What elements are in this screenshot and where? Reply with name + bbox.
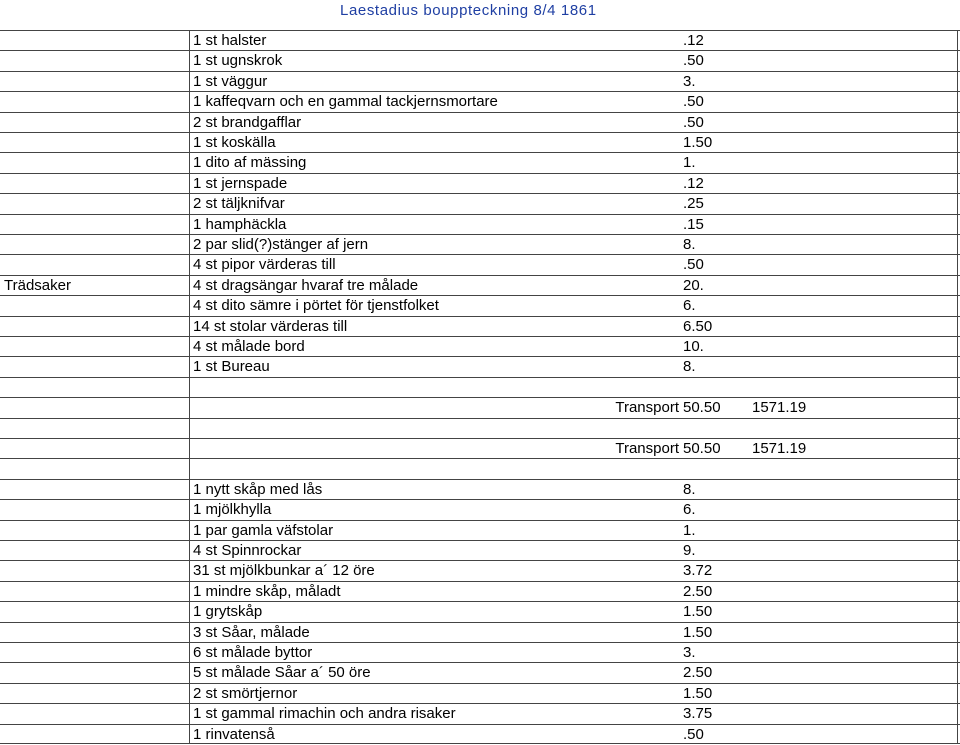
category-cell [4,193,184,213]
item-description: 1 par gamla väfstolar [193,521,334,539]
ledger-row [0,560,960,580]
blank-row [0,377,960,397]
ledger-row [0,622,960,642]
running-sum [752,581,892,601]
item-value: 6. [683,297,696,315]
category-cell [4,520,184,540]
item-description: 2 st täljknifvar [193,195,285,213]
item-description: 4 st Spinnrockar [193,542,302,559]
running-sum [752,642,892,662]
grid-line [0,356,960,357]
document-title: Laestadius bouppteckning 8/4 1861 [340,2,597,19]
grid-line [0,30,960,31]
running-sum [752,520,892,540]
item-description [193,377,681,397]
item-description: 1 st Bureau [193,358,270,376]
item-description: 14 st stolar värderas till [193,317,348,335]
category-cell [4,458,184,478]
category-cell [4,234,184,254]
ledger-row [0,499,960,519]
item-value: 1.50 [683,684,713,702]
ledger-row [0,254,960,274]
item-value: .12 [683,32,704,49]
category-cell [4,683,184,703]
item-value: 2.50 [683,664,713,682]
running-sum [752,295,892,315]
grid-line [0,662,960,663]
grid-line [0,581,960,582]
grid-line [0,622,960,623]
item-value: .50 [683,113,704,131]
ledger-row [0,132,960,152]
category-cell: Trädsaker [4,276,71,294]
running-sum [752,316,892,336]
item-description: 1 grytskåp [193,603,263,621]
item-value [683,458,743,478]
grid-line [0,91,960,92]
column-separator [957,30,958,744]
item-description: 1 dito af mässing [193,154,307,172]
item-description: 6 st målade byttor [193,644,313,661]
running-sum [752,703,892,723]
grid-line [0,377,960,378]
ledger-row [0,479,960,499]
item-value: .50 [683,256,704,274]
grid-line [0,193,960,194]
ledger-row [0,275,960,295]
category-cell [4,356,184,376]
category-cell [4,601,184,621]
grid-line [0,214,960,215]
grid-line [0,438,960,439]
category-cell [4,703,184,723]
item-description: 1 rinvatenså [193,725,275,743]
item-value: 3. [683,72,696,90]
ledger-row [0,30,960,50]
item-description: 4 st dragsängar hvaraf tre målade [193,276,419,294]
grid-line [0,50,960,51]
blank-row [0,458,960,478]
running-sum [752,214,892,234]
running-sum [752,234,892,254]
transport-row [0,397,960,417]
grid-line [0,683,960,684]
grid-line [0,173,960,174]
ledger-row [0,662,960,682]
running-sum [752,336,892,356]
item-value: 2.50 [683,582,713,600]
item-value: 8. [683,480,696,498]
category-cell [4,336,184,356]
item-value: 3.72 [683,562,713,580]
grid-line [0,418,960,419]
ledger-row [0,336,960,356]
item-value: 1. [683,521,696,539]
grid-line [0,560,960,561]
ledger-row [0,71,960,91]
item-value: 20. [683,276,704,294]
grid-line [0,336,960,337]
running-sum [752,193,892,213]
transport-label: Transport [615,440,679,457]
item-description: 3 st Såar, målade [193,623,310,641]
transport-row [0,438,960,458]
category-cell [4,438,184,458]
item-description: 1 kaffeqvarn och en gammal tackjernsmortare [193,93,498,111]
item-value: 10. [683,338,704,355]
item-description [193,418,681,438]
item-value: .50 [683,93,704,111]
running-sum: 1571.19 [752,399,807,417]
ledger-row [0,356,960,376]
item-description: 2 st brandgafflar [193,113,302,131]
item-value: 1.50 [683,134,713,151]
category-cell [4,377,184,397]
item-value [683,377,743,397]
ledger-row [0,50,960,70]
item-description: 4 st målade bord [193,338,305,355]
blank-row [0,418,960,438]
column-separator [189,30,190,744]
grid-line [0,152,960,153]
item-value [683,418,743,438]
category-cell [4,622,184,642]
grid-line [0,397,960,398]
category-cell [4,112,184,132]
category-cell [4,724,184,744]
item-value: .50 [683,52,704,70]
running-sum [752,540,892,560]
item-value: 3. [683,644,696,661]
ledger-row [0,173,960,193]
item-value: 9. [683,542,696,559]
ledger-row [0,601,960,621]
category-cell [4,152,184,172]
item-description [193,458,681,478]
grid-line [0,540,960,541]
running-sum [752,71,892,91]
item-value: .15 [683,215,704,233]
category-cell [4,662,184,682]
running-sum [752,356,892,376]
grid-line [0,642,960,643]
grid-line [0,703,960,704]
running-sum [752,152,892,172]
category-cell [4,316,184,336]
grid-line [0,479,960,480]
category-cell [4,581,184,601]
running-sum [752,50,892,70]
grid-line [0,112,960,113]
ledger-row [0,295,960,315]
running-sum [752,173,892,193]
running-sum [752,724,892,744]
running-sum [752,499,892,519]
item-value: 8. [683,236,696,253]
item-description: 4 st dito sämre i pörtet för tjenstfolket [193,297,439,315]
running-sum [752,662,892,682]
item-value: 6. [683,501,696,519]
category-cell [4,71,184,91]
category-cell [4,50,184,70]
item-description: 31 st mjölkbunkar a´ 12 öre [193,562,375,580]
ledger-row [0,520,960,540]
ledger-row [0,112,960,132]
item-value: 1. [683,154,696,172]
running-sum [752,275,892,295]
ledger-table [0,30,960,745]
item-value: 8. [683,358,696,376]
transport-label: Transport [615,399,679,417]
running-sum [752,458,892,478]
grid-line [0,234,960,235]
category-cell [4,91,184,111]
grid-line [0,499,960,500]
running-sum [752,622,892,642]
running-sum: 1571.19 [752,440,807,457]
running-sum [752,30,892,50]
item-value: 50.50 [683,440,721,457]
item-description: 5 st målade Såar a´ 50 öre [193,664,371,682]
grid-line [0,316,960,317]
item-value: 1.50 [683,623,713,641]
item-value: 50.50 [683,399,721,417]
grid-line [0,254,960,255]
ledger-row [0,540,960,560]
item-description: 2 par slid(?)stänger af jern [193,236,369,253]
item-description: 1 st koskälla [193,134,276,151]
grid-line [0,520,960,521]
item-description: 1 st ugnskrok [193,52,283,70]
item-description: 1 mjölkhylla [193,501,272,519]
ledger-row [0,214,960,234]
item-description: 1 nytt skåp med lås [193,480,323,498]
grid-line [0,601,960,602]
category-cell [4,214,184,234]
category-cell [4,254,184,274]
item-description: 1 mindre skåp, måladt [193,582,341,600]
category-cell [4,479,184,499]
item-value: .12 [683,174,704,192]
category-cell [4,642,184,662]
category-cell [4,295,184,315]
category-cell [4,560,184,580]
category-cell [4,418,184,438]
category-cell [4,499,184,519]
ledger-row [0,642,960,662]
ledger-row [0,316,960,336]
grid-line [0,275,960,276]
ledger-row [0,581,960,601]
item-description: 1 hamphäckla [193,215,287,233]
running-sum [752,377,892,397]
item-value: 1.50 [683,603,713,621]
category-cell [4,540,184,560]
ledger-row [0,703,960,723]
item-value: 6.50 [683,317,713,335]
grid-line [0,71,960,72]
item-description: 4 st pipor värderas till [193,256,336,274]
running-sum [752,418,892,438]
category-cell [4,30,184,50]
item-description: 1 st väggur [193,72,268,90]
item-description: 1 st halster [193,32,267,49]
ledger-row [0,91,960,111]
ledger-row [0,683,960,703]
running-sum [752,132,892,152]
running-sum [752,112,892,132]
running-sum [752,683,892,703]
category-cell [4,397,184,417]
item-value: .50 [683,725,704,743]
grid-line [0,132,960,133]
running-sum [752,560,892,580]
item-value: .25 [683,195,704,213]
item-description: 1 st gammal rimachin och andra risaker [193,705,456,723]
running-sum [752,479,892,499]
ledger-row [0,234,960,254]
running-sum [752,91,892,111]
running-sum [752,254,892,274]
category-cell [4,173,184,193]
grid-line [0,458,960,459]
running-sum [752,601,892,621]
grid-line [0,724,960,725]
ledger-row [0,724,960,744]
category-cell [4,132,184,152]
ledger-row [0,193,960,213]
grid-line [0,743,960,744]
item-value: 3.75 [683,705,713,723]
item-description: 2 st smörtjernor [193,684,298,702]
ledger-row [0,152,960,172]
grid-line [0,295,960,296]
item-description: 1 st jernspade [193,174,288,192]
